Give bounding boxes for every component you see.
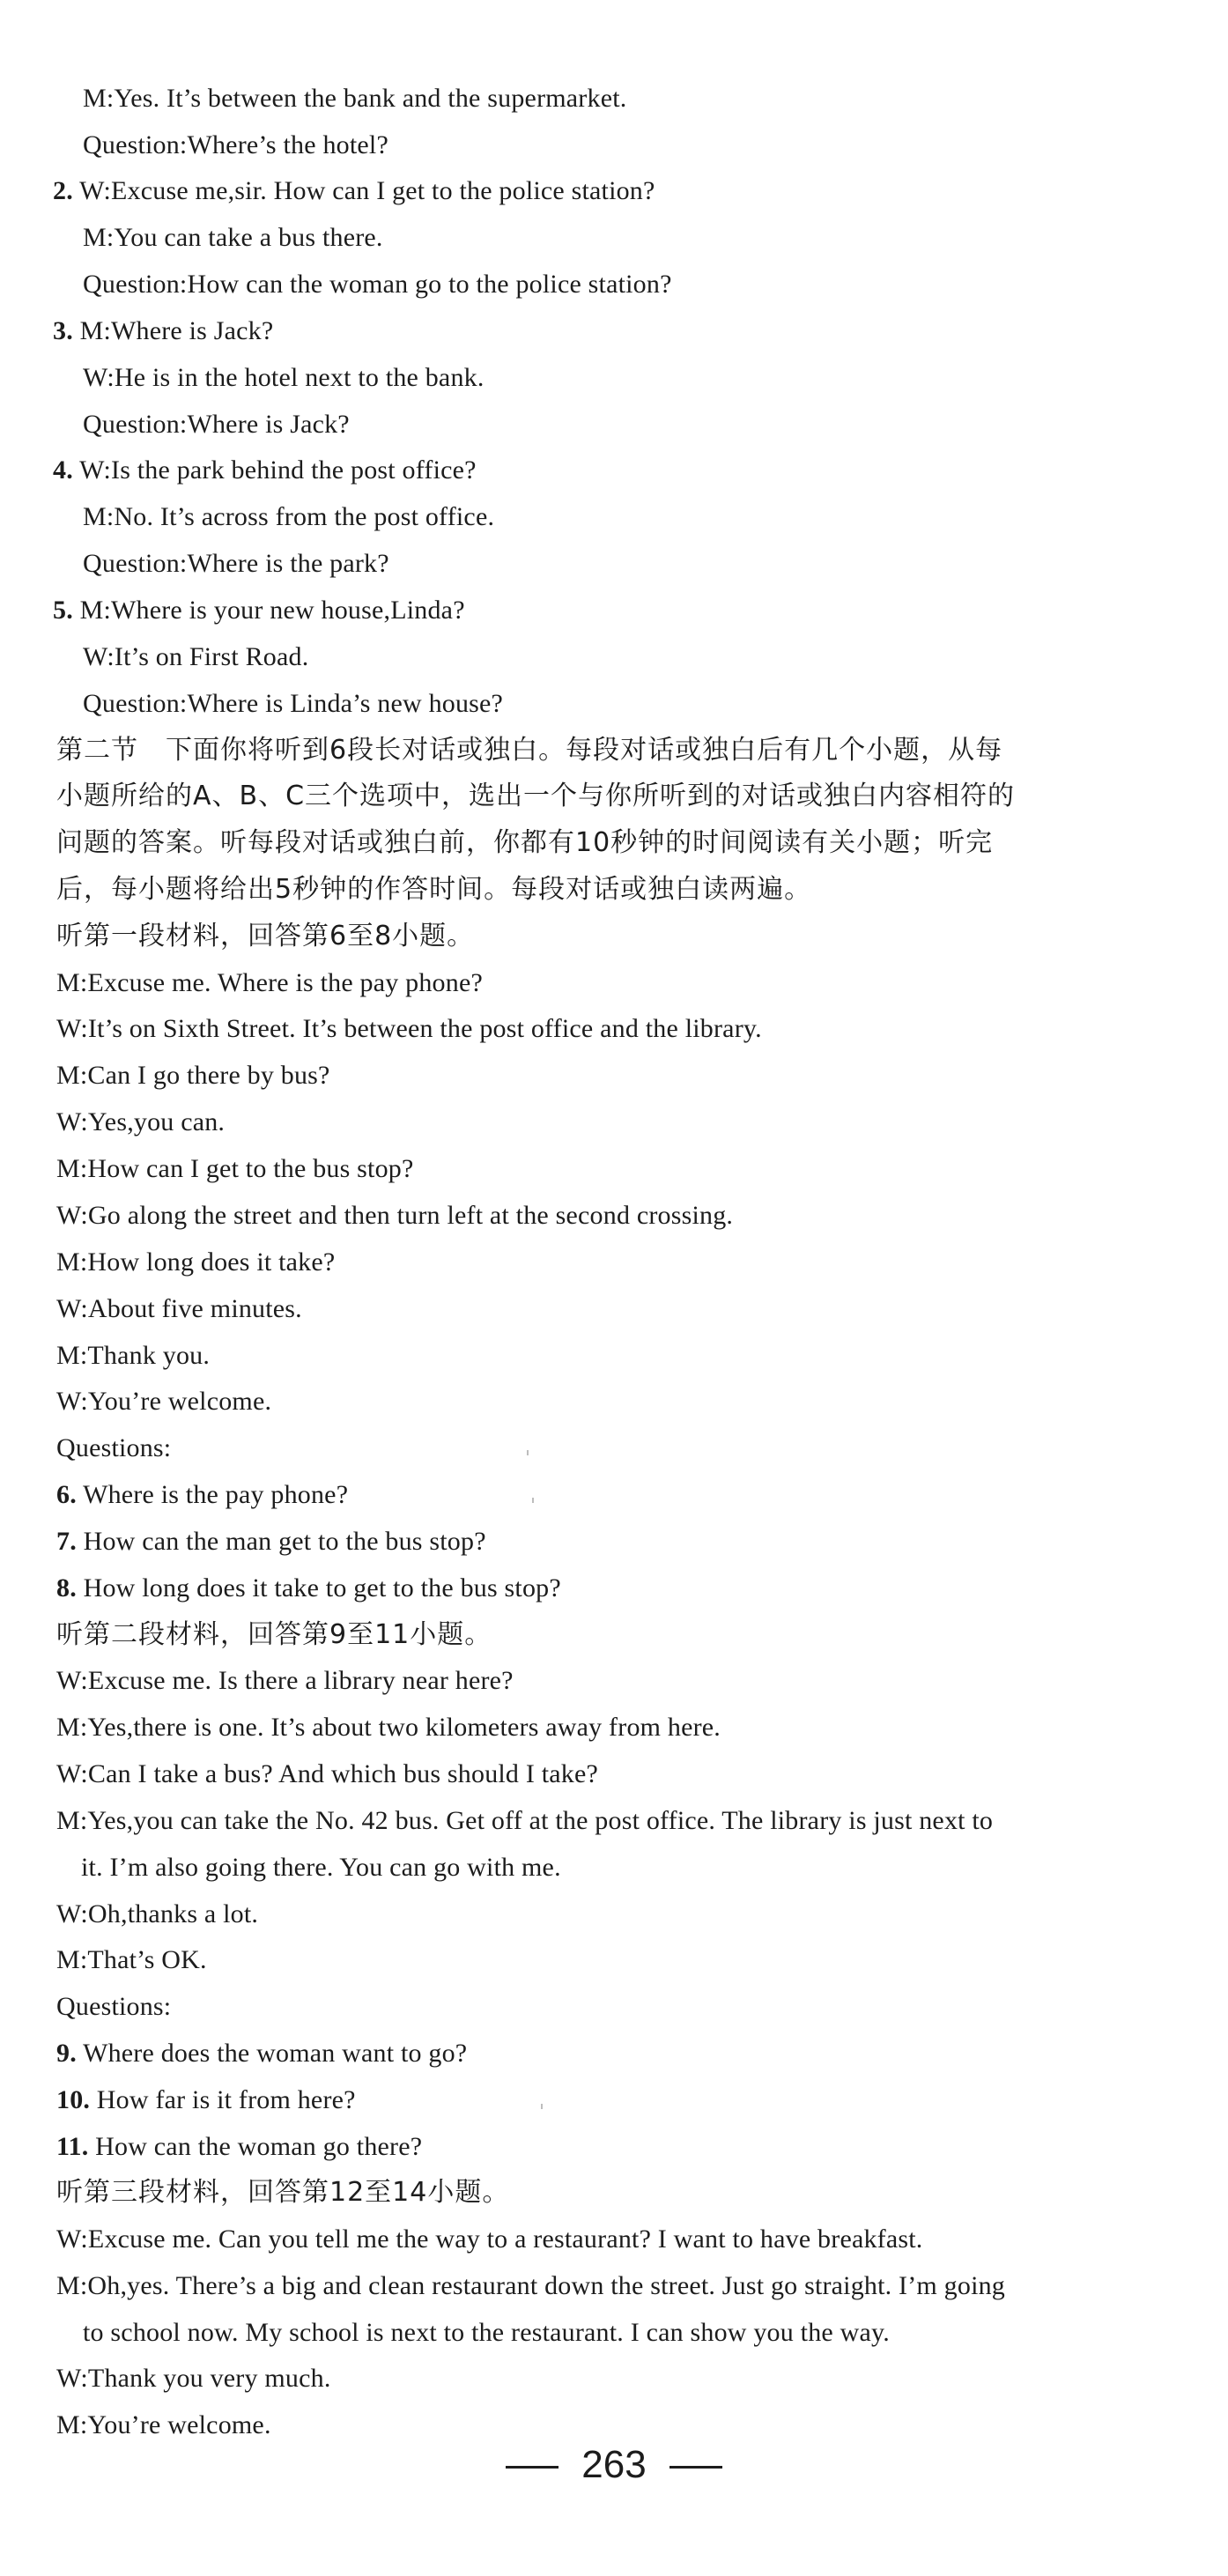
line-text: M:Yes,you can take the No. 42 bus. Get off at the post office. The library is just next to <box>56 1806 994 1835</box>
text-line <box>56 1617 492 1653</box>
text-line <box>56 1058 330 1093</box>
line-text: 听第一段材料，回答第6至8小题。 <box>56 921 475 951</box>
text-line <box>56 1384 271 1419</box>
line-text: Questions: <box>56 1992 172 2021</box>
text-line <box>83 128 388 163</box>
line-text: to school now. My school is next to the restaurant. I can show you the way. <box>83 2318 890 2347</box>
text-line <box>56 1198 733 1233</box>
line-text: 小题所给的A、B、C三个选项中，选出一个与你所听到的对话或独白内容相符的 <box>56 781 1016 811</box>
text-line <box>56 919 474 954</box>
question-line <box>56 2036 467 2071</box>
line-text: M:Excuse me. Where is the pay phone? <box>56 968 483 997</box>
text-line <box>56 1757 598 1792</box>
line-text: W:Oh,thanks a lot. <box>56 1899 259 1928</box>
text-line <box>56 1245 335 1280</box>
line-text: 听第二段材料，回答第9至11小题。 <box>56 1619 492 1650</box>
line-text: Question:How can the woman go to the police station? <box>83 270 672 299</box>
text-line <box>56 1338 210 1373</box>
text-line <box>56 872 811 907</box>
text-line <box>56 966 483 1001</box>
text-line <box>56 1803 993 1839</box>
item-number: 7. <box>56 1527 77 1556</box>
item-number: 2. <box>53 176 73 205</box>
question-line <box>53 453 477 488</box>
page-number-value: 263 <box>581 2443 647 2486</box>
line-text: Question:Where is the park? <box>83 549 389 578</box>
text-line <box>56 1663 514 1699</box>
item-number: 6. <box>56 1480 77 1509</box>
line-text: How long does it take to get to the bus stop? <box>76 1573 561 1603</box>
line-text: M:Where is your new house,Linda? <box>72 596 465 625</box>
line-text: M:How can I get to the bus stop? <box>56 1154 414 1183</box>
item-number: 9. <box>56 2039 77 2068</box>
text-line <box>56 1151 414 1187</box>
text-line <box>56 779 1015 814</box>
line-text: M:You’re welcome. <box>56 2410 271 2439</box>
question-line <box>56 2129 422 2165</box>
question-line <box>56 2083 356 2118</box>
line-text: W:Can I take a bus? And which bus should I take? <box>56 1759 599 1788</box>
text-line <box>56 1897 258 1932</box>
item-number: 4. <box>53 455 73 485</box>
line-text: Question:Where is Jack? <box>83 410 350 439</box>
line-text: M:Oh,yes. There’s a big and clean restaurant down the street. Just go straight. I’m going <box>56 2271 1005 2300</box>
line-text: W:It’s on First Road. <box>83 642 309 671</box>
line-text: W:Thank you very much. <box>56 2364 331 2393</box>
line-text: M:That’s OK. <box>56 1945 207 1974</box>
question-line <box>53 174 655 209</box>
text-line <box>56 733 1002 768</box>
line-text: W:Excuse me,sir. How can I get to the police station? <box>72 176 655 205</box>
line-text: W:Is the park behind the post office? <box>72 455 477 485</box>
line-text: W:Go along the street and then turn left at the second crossing. <box>56 1201 734 1230</box>
line-text: Where does the woman want to go? <box>76 2039 468 2068</box>
item-number: 3. <box>53 316 73 345</box>
line-text: Question:Where is Linda’s new house? <box>83 689 504 718</box>
line-text: M:How long does it take? <box>56 1247 336 1277</box>
line-text: W:About five minutes. <box>56 1294 302 1323</box>
page-number-left-dash <box>506 2466 559 2469</box>
line-text: M:Thank you. <box>56 1341 211 1370</box>
text-line <box>56 1989 171 2025</box>
text-line <box>83 2315 890 2350</box>
text-line <box>56 1292 302 1327</box>
line-text: M:Where is Jack? <box>72 316 274 345</box>
line-text: 听第三段材料，回答第12至14小题。 <box>56 2177 510 2208</box>
line-text: Question:Where’s the hotel? <box>83 130 388 159</box>
line-text: W:He is in the hotel next to the bank. <box>83 363 485 392</box>
text-line <box>56 1105 225 1140</box>
item-number: 5. <box>53 596 73 625</box>
text-line <box>56 2361 331 2396</box>
page-number-right-dash <box>669 2466 722 2469</box>
text-line <box>56 2408 271 2443</box>
line-text: 问题的答案。听每段对话或独白前，你都有10秒钟的时间阅读有关小题；听完 <box>56 827 994 858</box>
question-line <box>56 1571 561 1606</box>
text-line <box>83 500 494 535</box>
text-line <box>56 2269 1005 2304</box>
text-line <box>83 407 350 442</box>
text-line <box>56 2222 923 2257</box>
line-text: W:Excuse me. Can you tell me the way to a restaurant? I want to have breakfast. <box>56 2224 923 2254</box>
text-line <box>83 220 383 255</box>
text-line <box>56 1431 171 1466</box>
scan-speck <box>541 2104 543 2109</box>
question-line <box>56 1477 348 1513</box>
line-text: Where is the pay phone? <box>76 1480 349 1509</box>
line-text: M:You can take a bus there. <box>83 223 383 252</box>
question-line <box>56 1524 486 1559</box>
question-line <box>53 593 465 628</box>
scan-speck <box>527 1450 529 1455</box>
scan-speck <box>532 1498 534 1503</box>
question-line <box>53 314 273 349</box>
line-text: W:Yes,you can. <box>56 1107 226 1136</box>
text-line <box>56 825 993 861</box>
item-number: 10. <box>56 2085 91 2114</box>
line-text: W:It’s on Sixth Street. It’s between the post office and the library. <box>56 1014 762 1043</box>
line-text: How far is it from here? <box>90 2085 356 2114</box>
line-text: M:Can I go there by bus? <box>56 1061 330 1090</box>
text-line <box>56 2175 509 2210</box>
line-text: Questions: <box>56 1433 172 1462</box>
line-text: W:Excuse me. Is there a library near here? <box>56 1666 514 1695</box>
text-line <box>56 1710 721 1745</box>
page-number <box>0 2440 1228 2490</box>
item-number: 8. <box>56 1573 77 1603</box>
text-line <box>83 640 308 675</box>
text-line <box>83 686 503 722</box>
text-line <box>56 1943 207 1978</box>
line-text: 第二节 下面你将听到6段长对话或独白。每段对话或独白后有几个小题，从每 <box>56 735 1003 766</box>
line-text: M:No. It’s across from the post office. <box>83 502 495 531</box>
text-line <box>56 1011 762 1047</box>
line-text: M:Yes. It’s between the bank and the supermarket. <box>83 84 627 113</box>
line-text: W:You’re welcome. <box>56 1387 272 1416</box>
text-line <box>81 1850 561 1885</box>
text-line <box>83 267 672 302</box>
item-number: 11. <box>56 2132 89 2161</box>
line-text: M:Yes,there is one. It’s about two kilometers away from here. <box>56 1713 721 1742</box>
text-line <box>83 81 626 116</box>
line-text: it. I’m also going there. You can go with me. <box>81 1853 561 1882</box>
line-text: How can the woman go there? <box>88 2132 423 2161</box>
line-text: 后，每小题将给出5秒钟的作答时间。每段对话或独白读两遍。 <box>56 874 812 905</box>
text-line <box>83 546 389 581</box>
text-line <box>83 360 485 396</box>
line-text: How can the man get to the bus stop? <box>76 1527 486 1556</box>
